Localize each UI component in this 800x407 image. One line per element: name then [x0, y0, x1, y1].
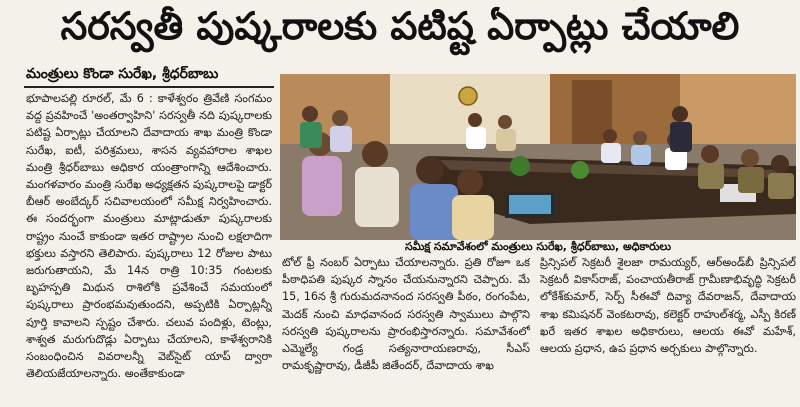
meeting-photo-illustration [280, 74, 796, 240]
photo-caption: సమీక్ష సమావేశంలో మంత్రులు సురేఖ, శ్రీధర్‌బాబు, అధికారులు [404, 240, 672, 253]
headline: సరస్వతీ పుష్కరాలకు పటిష్ట ఏర్పాట్లు చేయాలి [60, 4, 740, 48]
meeting-photo [280, 74, 796, 240]
byline: మంత్రులు కొండా సురేఖ, శ్రీధర్‌బాబు [26, 66, 219, 82]
article-column-1: భూపాలపల్లి రూరల్, మే 6 : కాళేశ్వరం త్రివేణి సంగమం వద్ద ప్రవహించే 'అంతర్వాహిని' సరస్వతీ నది పుష్కరాలకు పటిష్ట ఏర్పాట్లు చేయాలని దేవాదాయ శాఖ మంత్రి కొండా సురేఖ, ఐటీ, పరిశ్రమలు, శాసన వ్యవహారాల శాఖల మంత్రి శ్రీధర్‌బాబు అధికార యంత్రాంగాన్ని ఆదేశించారు. మంగళవారం మంత్రి సురేఖ అధ్యక్షతన పుష్కరాలపై డాక్టర్ బీఆర్ అంబేద్కర్ సచివాలయంలో సమీక్ష నిర్వహించారు. ఈ సందర్భంగా మంత్రులు మాట్లాడుతూ పుష్కరాలకు రాష్ట్రం నుంచే కాకుండా ఇతర రాష్ట్రాల నుంచి లక్షలాదిగా భక్తులు వస్తారని తెలిపారు. పుష్కరాలు 12 రోజుల పాటు జరుగుతాయని, మే 14న రాత్రి 10:35 గంటలకు బృహస్పతి మిథున రాశిలోకి ప్రవేశించే సమయంలో పుష్కరాలు ప్రారంభమవుతుందని, అప్పటికి ఏర్పాట్లన్నీ పూర్తి కావాలని స్పష్టం చేశారు. చలువ పందిళ్లు, టెంట్లు, శాశ్వత మరుగుదొడ్లు ఏర్పాటు చేయాలని, కాళేశ్వరానికి సంబంధించిన వివరాలన్నీ వెబ్‌సైట్ యాప్ ద్వారా తెలియజేయాలన్నారు. అంతేకాకుండా [26, 92, 272, 381]
byline-rule [24, 86, 274, 88]
article-column-3: ప్రిన్సిపల్ సెక్రటరీ శైలజా రామయ్యర్, ఆర్‌అండ్‌బీ ప్రిన్సిపల్ సెక్రటరీ వికాస్‌రాజ్, పంచాయతీరాజ్ గ్రామీణాభివృద్ధి సెక్రటరీ లోకేశ్‌కుమార్, సెర్ప్ సీఈవో దివ్యా దేవరాజన్, దేవాదాయ శాఖ కమిషనర్ వెంకటరావు, కలెక్టర్ రాహుల్‌శర్మ, ఎస్పీ కిరణ్ ఖరే ఇతర శాఖల అధికారులు, ఆలయ ఈవో మహేశ్, ఆలయ ప్రధాన, ఉప ప్రధాన అర్చకులు పాల్గొన్నారు. [540, 256, 796, 356]
article-column-2: టోల్ ఫ్రీ నంబర్ ఏర్పాటు చేయాలన్నారు. ప్రతి రోజూ ఒక పీఠాధిపతి పుష్కర స్నానం చేయనున్నారని చెప్పారు. మే 15, 16న శ్రీ గురుమదనానంద సరస్వతి పీఠం, రంగంపేట, మెదక్ నుంచి మాధవానంద సరస్వతి స్వాములు పాల్గొని సరస్వతి పుష్కరాలను ప్రారంభిస్తారన్నారు. సమావేశంలో ఎమ్మెల్యే గండ్ర సత్యనారాయణరావు, సీఎస్ రామకృష్ణారావు, డీజీపీ జితేందర్, దేవాదాయ శాఖ [282, 256, 530, 373]
